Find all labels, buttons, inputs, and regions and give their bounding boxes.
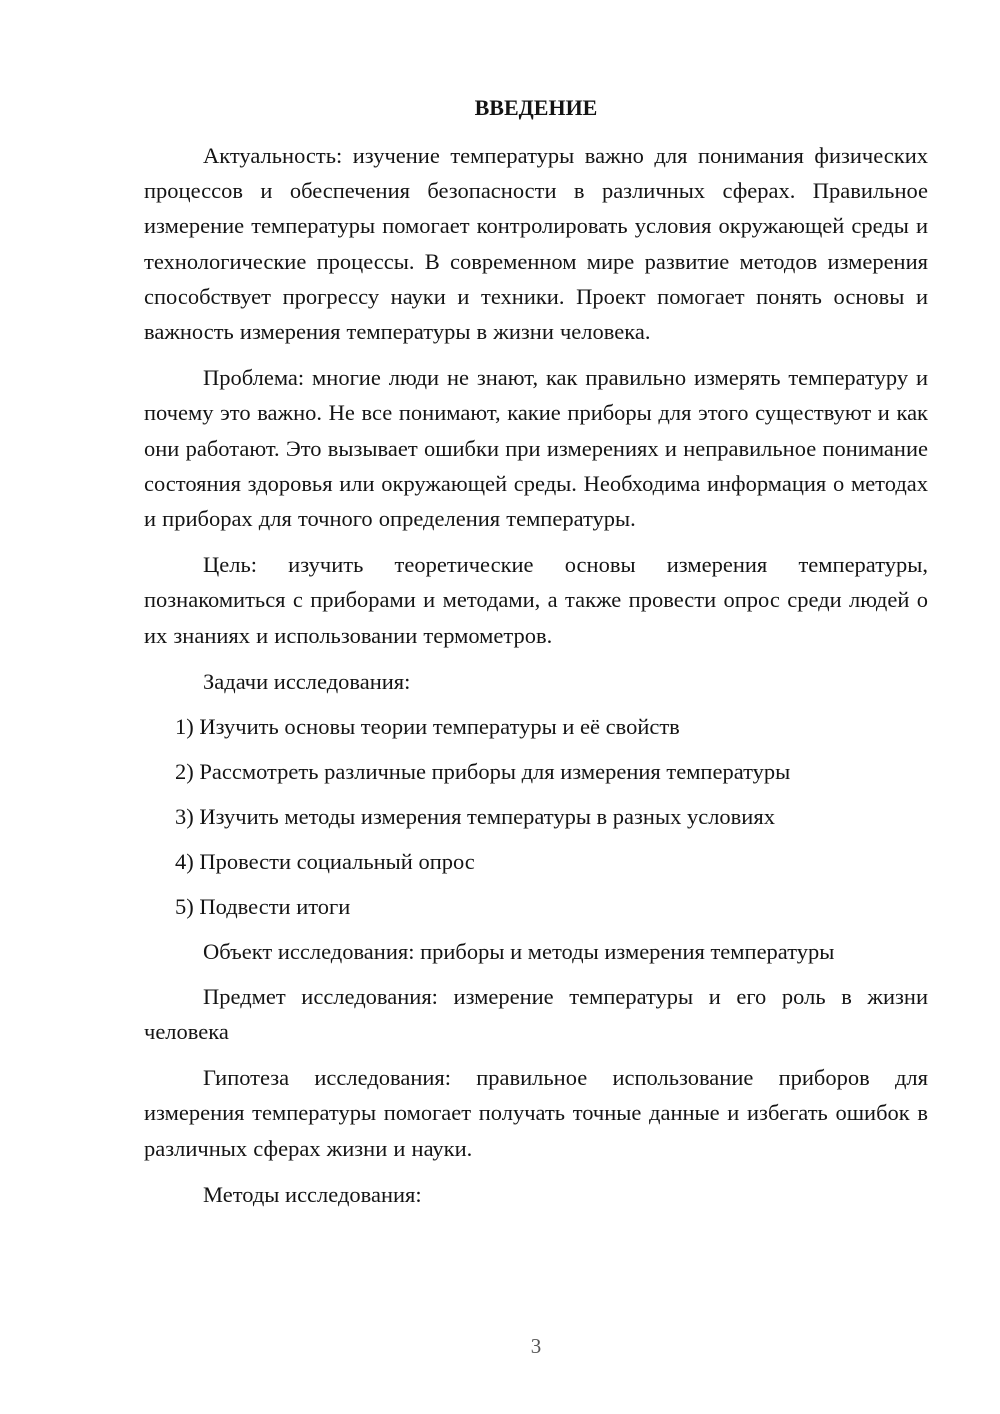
- list-item: 5) Подвести итоги: [175, 893, 351, 919]
- list-item: 3) Изучить методы измерения температуры в разных условиях: [175, 803, 775, 829]
- tasks-list: [144, 709, 928, 924]
- list-item: 1) Изучить основы теории температуры и её свойств: [175, 713, 680, 739]
- relevance-paragraph: Актуальность: изучение температуры важно для понимания физических процессов и обеспечения безопасности в различных сферах. Правильное измерение температуры помогает контролировать условия окружающей среды и технологические процессы. В современном мире развитие методов измерения способствует прогрессу науки и техники. Проект помогает понять основы и важность измерения температуры в жизни человека.: [144, 143, 928, 345]
- document-page: [144, 95, 928, 1222]
- list-item: 4) Провести социальный опрос: [175, 848, 475, 874]
- problem-paragraph: Проблема: многие люди не знают, как правильно измерять температуру и почему это важно. Не все понимают, какие приборы для этого существуют и как они работают. Это вызывает ошибки при измерениях и неправильное понимание состояния здоровья или окружающей среды. Необходима информация о методах и приборах для точного определения температуры.: [144, 365, 928, 532]
- subject-paragraph: Предмет исследования: измерение температуры и его роль в жизни человека: [144, 983, 928, 1045]
- object-paragraph: Объект исследования: приборы и методы измерения температуры: [203, 938, 835, 964]
- hypothesis-paragraph: Гипотеза исследования: правильное использование приборов для измерения температуры помогает получать точные данные и избегать ошибок в различных сферах жизни и науки.: [144, 1065, 928, 1161]
- methods-heading: Методы исследования:: [203, 1181, 422, 1207]
- list-item: 2) Рассмотреть различные приборы для измерения температуры: [175, 758, 791, 784]
- goal-paragraph: Цель: изучить теоретические основы измерения температуры, познакомиться с приборами и методами, а также провести опрос среди людей о их знаниях и использовании термометров.: [144, 552, 928, 648]
- section-title: ВВЕДЕНИЕ: [474, 95, 598, 120]
- tasks-heading: Задачи исследования:: [203, 668, 411, 694]
- page-number: 3: [530, 1334, 542, 1358]
